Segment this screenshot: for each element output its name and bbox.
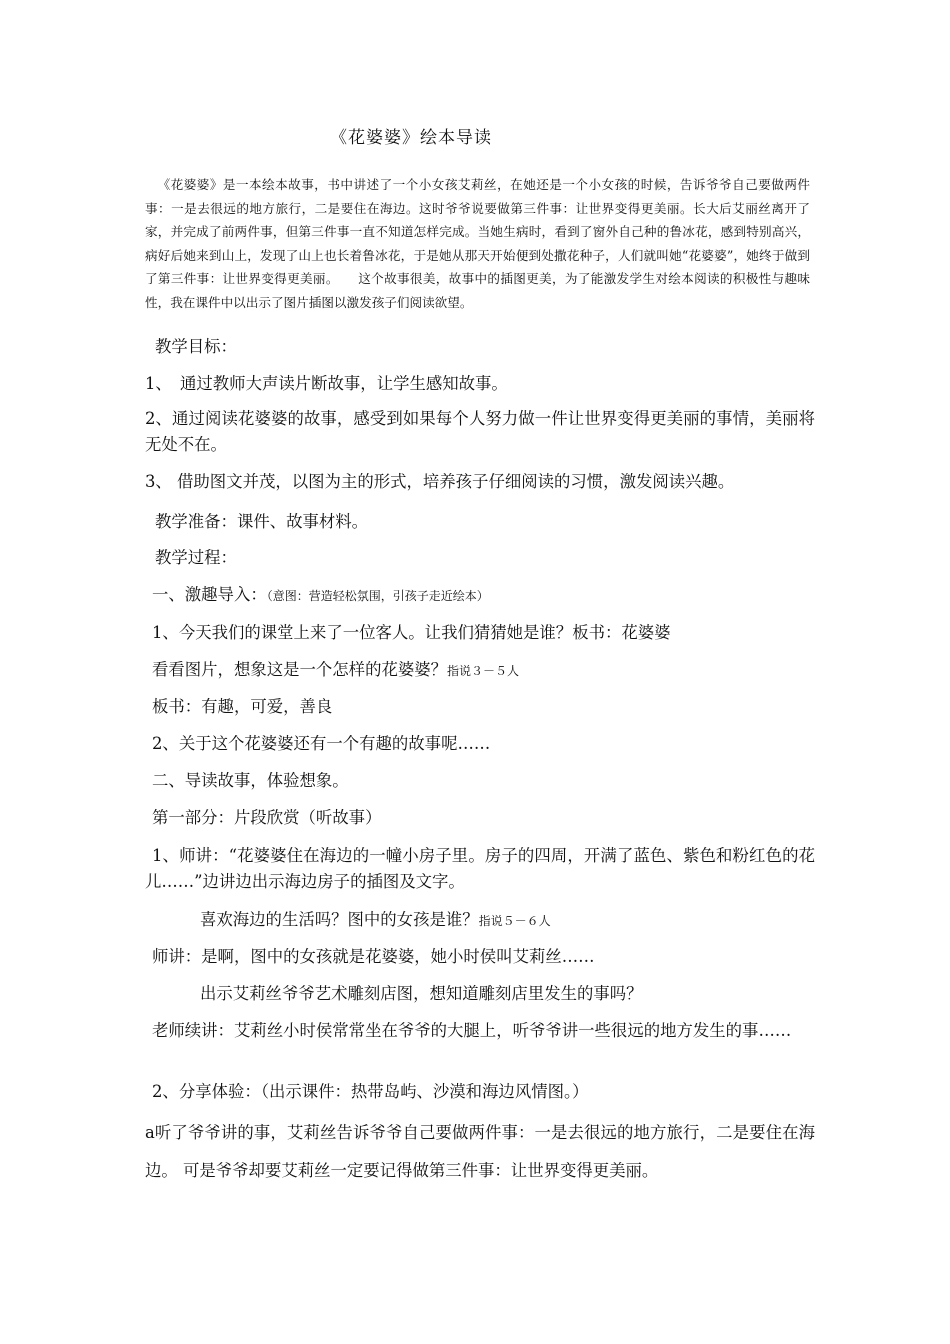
paragraph-a: a听了爷爷讲的事，艾莉丝告诉爷爷自己要做两件事：一是去很远的地方旅行，二是要住在海边。 可是爷爷却要艾莉丝一定要记得做第三件事：让世界变得更美丽。 [145,1123,815,1180]
step-1-heading [152,582,822,609]
step-2-heading: 二、导读故事，体验想象。 [152,771,349,790]
goals-heading: 教学目标： [155,337,237,356]
question-1-text: 喜欢海边的生活吗？图中的女孩是谁？ [200,910,479,929]
goal-3: 3、 借助图文并茂，以图为主的形式，培养孩子仔细阅读的习惯，激发阅读兴趣。 [145,472,735,491]
intro-paragraph: 《花婆婆》是一本绘本故事，书中讲述了一个小女孩艾莉丝，在她还是一个小女孩的时候，告诉爷爷自己要做两件事：一是去很远的地方旅行，二是要住在海边。这时爷爷说要做第三件事：让世界变得更美丽。长大后艾丽丝离开了家，并完成了前两件事，但第三件事一直不知道怎样完成。当她生病时，看到了窗外自己种的鲁冰花，感到特别高兴，病好后她来到山上，发现了山上也长着鲁冰花，于是她从那天开始便到处撒花种子，人们就叫她“花婆婆”，她终于做到了第三件事：让世界变得更美丽。 这个故事很美，故事中的插图更美，为了能激发学生对绘本阅读的积极性与趣味性，我在课件中以出示了图片插图以激发孩子们阅读欲望。 [145,177,810,310]
step-1-title: 一、激趣导入： [152,585,267,604]
step-1-item-2 [152,657,822,684]
teacher-tells-2: 师讲：是啊，图中的女孩就是花婆婆，她小时侯叫艾莉丝…… [152,947,595,966]
step-1-item-3: 2、关于这个花婆婆还有一个有趣的故事呢…… [152,734,491,753]
share-experience: 2、分享体验：（出示课件：热带岛屿、沙漠和海边风情图。） [152,1082,589,1101]
part-1-heading: 第一部分：片段欣赏（听故事） [152,808,382,827]
step-1-board: 板书：有趣，可爱，善良 [152,697,333,716]
question-1 [200,907,870,934]
step-1-item-2-note: 指说３－５人 [447,664,520,678]
document-title: 《花婆婆》绘本导读 [330,128,492,148]
teacher-tells-1: 1、师讲：“花婆婆住在海边的一幢小房子里。房子的四周，开满了蓝色、紫色和粉红色的花儿……”边讲边出示海边房子的插图及文字。 [145,846,815,891]
step-1-item-2-text: 看看图片，想象这是一个怎样的花婆婆？ [152,660,448,679]
teacher-tells-3: 老师续讲：艾莉丝小时侯常常坐在爷爷的大腿上，听爷爷讲一些很远的地方发生的事…… [152,1021,792,1040]
step-1-note: （意图：营造轻松氛围，引孩子走近绘本） [266,589,489,603]
question-1-note: 指说５－６人 [478,914,551,928]
goal-2: 2、通过阅读花婆婆的故事，感受到如果每个人努力做一件让世界变得更美丽的事情，美丽将无处不在。 [145,409,815,454]
show-illustration: 出示艾莉丝爷爷艺术雕刻店图，想知道雕刻店里发生的事吗？ [200,984,643,1003]
teaching-process: 教学过程： [155,548,237,567]
teaching-prep: 教学准备：课件、故事材料。 [155,512,369,531]
step-1-item-1: 1、今天我们的课堂上来了一位客人。让我们猜猜她是谁？板书：花婆婆 [152,623,671,642]
goal-1: 1、 通过教师大声读片断故事，让学生感知故事。 [145,374,508,393]
